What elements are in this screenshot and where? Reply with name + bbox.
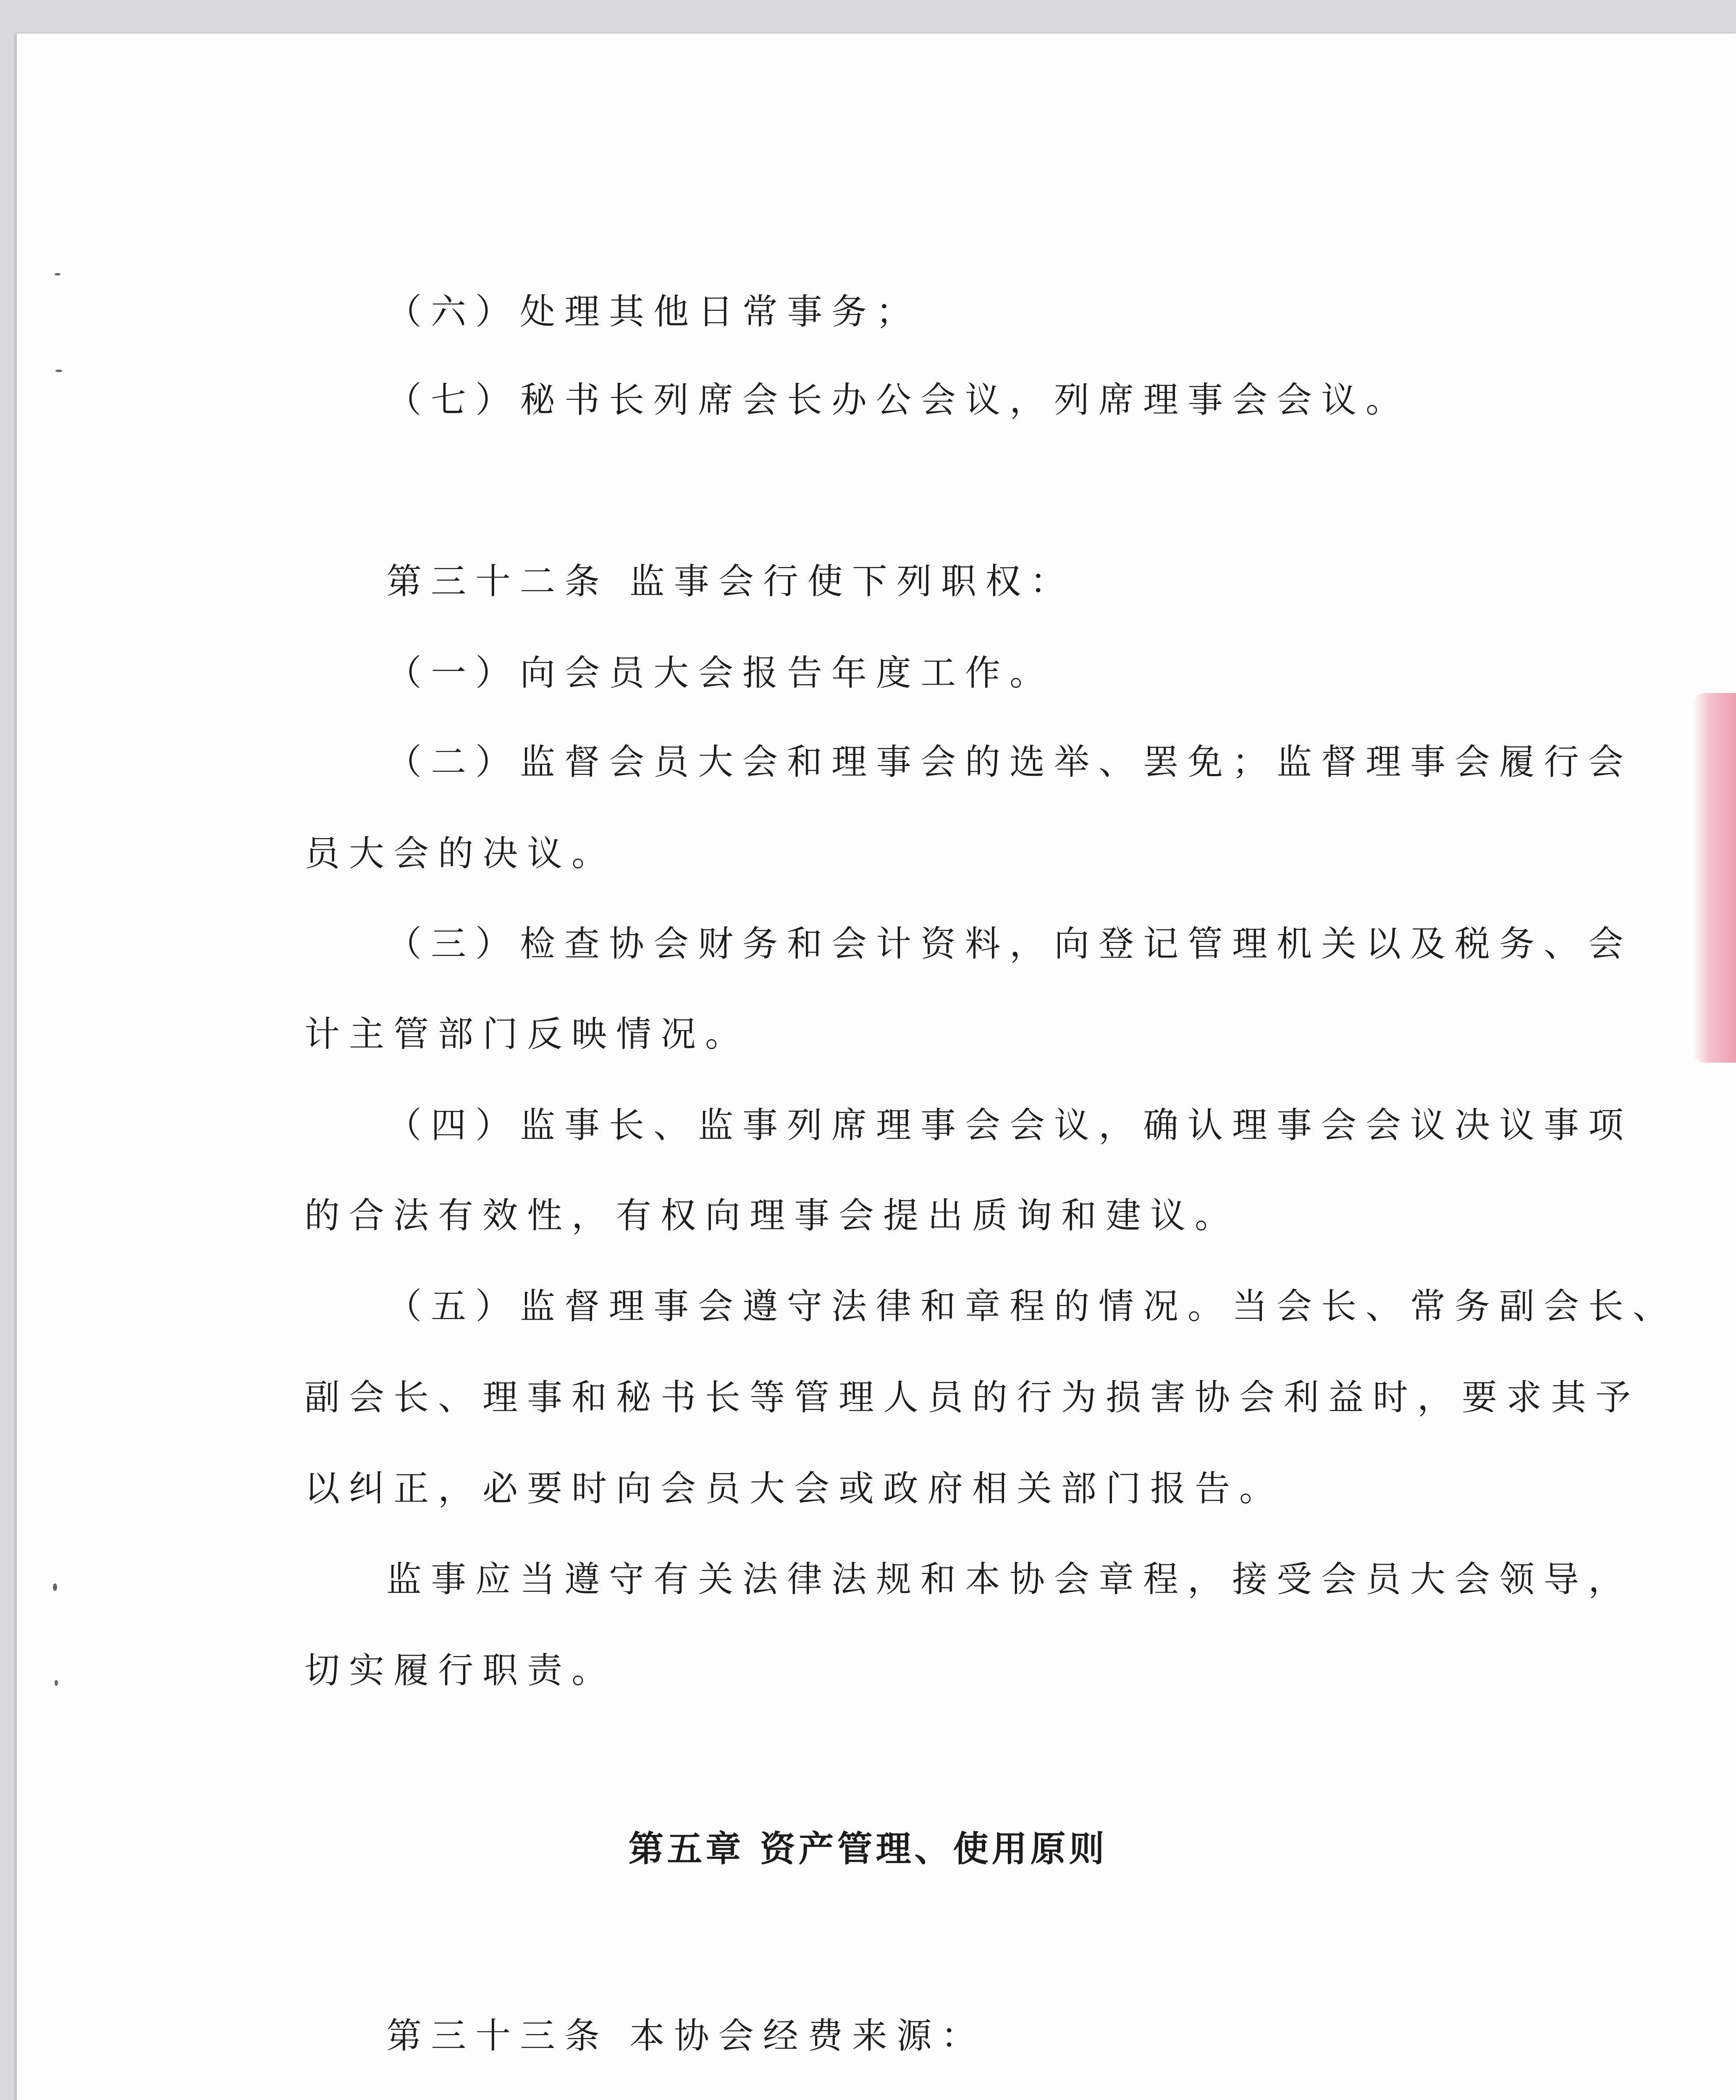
text-line: 的合法有效性，有权向理事会提出质询和建议。: [304, 1195, 1240, 1236]
text-line: 计主管部门反映情况。: [304, 1013, 750, 1055]
text-line: 副会长、理事和秘书长等管理人员的行为损害协会利益时，要求其予: [304, 1377, 1640, 1418]
text-line: （五）监督理事会遵守法律和章程的情况。当会长、常务副会长、: [386, 1286, 1678, 1327]
text-line: 切实履行职责。: [304, 1650, 616, 1691]
text-line: 以纠正，必要时向会员大会或政府相关部门报告。: [304, 1468, 1284, 1509]
text-line: （三）检查协会财务和会计资料，向登记管理机关以及税务、会: [386, 923, 1633, 964]
text-line: （一）向会员大会报告年度工作。: [386, 652, 1054, 693]
text-line: （二）监督会员大会和理事会的选举、罢免；监督理事会履行会: [386, 741, 1633, 782]
text-line: 监事应当遵守有关法律法规和本协会章程，接受会员大会领导，: [386, 1559, 1633, 1600]
document-page: [17, 34, 1736, 2100]
scan-speck: [55, 1680, 58, 1686]
text-line: 员大会的决议。: [304, 833, 616, 874]
text-line: （四）监事长、监事列席理事会会议，确认理事会会议决议事项: [386, 1105, 1633, 1146]
article-heading: 第三十三条 本协会经费来源：: [386, 2015, 986, 2056]
text-line: （七）秘书长列席会长办公会议，列席理事会会议。: [386, 379, 1411, 420]
text-line: （六）处理其他日常事务；: [386, 291, 921, 332]
scan-speck: [55, 370, 62, 372]
chapter-heading: 第五章 资产管理、使用原则: [628, 1828, 1108, 1869]
scan-speck: [53, 1583, 57, 1591]
article-heading: 第三十二条 监事会行使下列职权：: [386, 561, 1075, 602]
scan-speck: [55, 273, 60, 276]
